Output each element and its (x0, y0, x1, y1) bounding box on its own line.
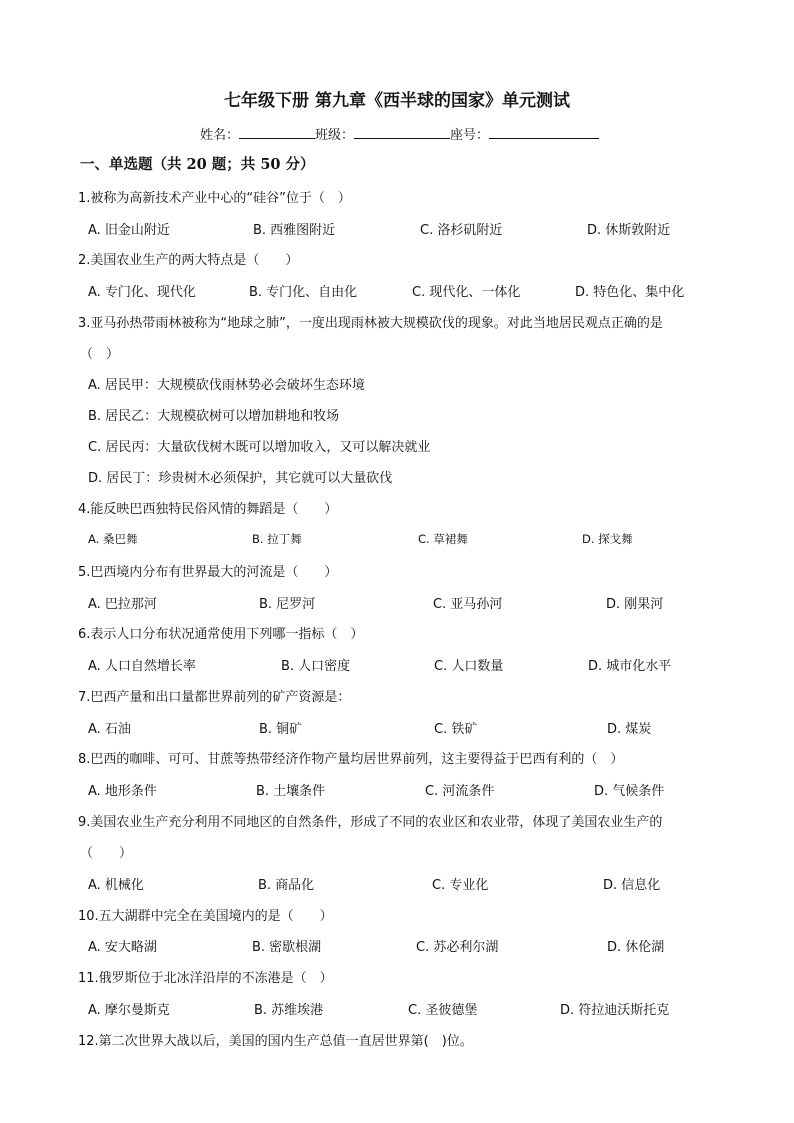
q8-option-a[interactable]: A. 地形条件 (88, 784, 157, 799)
q1-option-b[interactable]: B. 西雅图附近 (253, 223, 336, 238)
seat-blank[interactable] (489, 126, 599, 139)
q2-option-a[interactable]: A. 专门化、现代化 (88, 285, 196, 300)
q8-option-d[interactable]: D. 气候条件 (594, 784, 665, 799)
q5-option-c[interactable]: C. 亚马孙河 (433, 597, 503, 612)
q1-option-a[interactable]: A. 旧金山附近 (88, 223, 170, 238)
question-3-continuation: （ ） (80, 347, 120, 362)
q6-option-c[interactable]: C. 人口数量 (434, 659, 504, 674)
question-12: 12.第二次世界大战以后，美国的国内生产总值一直居世界第( )位。 (78, 1034, 473, 1049)
class-label: 班级： (315, 128, 355, 143)
q6-option-a[interactable]: A. 人口自然增长率 (88, 659, 196, 674)
q3-option-a[interactable]: A. 居民甲：大规模砍伐雨林势必会破坏生态环境 (88, 378, 365, 393)
q3-option-d[interactable]: D. 居民丁：珍贵树木必须保护，其它就可以大量砍伐 (88, 471, 393, 486)
q5-option-a[interactable]: A. 巴拉那河 (88, 597, 157, 612)
question-10: 10.五大湖群中完全在美国境内的是（ ） (78, 909, 333, 924)
q6-option-b[interactable]: B. 人口密度 (281, 659, 351, 674)
q2-option-c[interactable]: C. 现代化、一体化 (412, 285, 521, 300)
question-6: 6.表示人口分布状况通常使用下列哪一指标（ ） (78, 627, 364, 642)
q2-option-b[interactable]: B. 专门化、自由化 (249, 285, 358, 300)
question-11: 11.俄罗斯位于北冰洋沿岸的不冻港是（ ） (78, 971, 333, 986)
q1-option-d[interactable]: D. 休斯敦附近 (587, 223, 671, 238)
page-title: 七年级下册 第九章《西半球的国家》单元测试 (224, 91, 570, 111)
q11-option-d[interactable]: D. 符拉迪沃斯托克 (560, 1003, 670, 1018)
q6-option-d[interactable]: D. 城市化水平 (588, 659, 672, 674)
q9-option-a[interactable]: A. 机械化 (88, 878, 144, 893)
q10-option-b[interactable]: B. 密歇根湖 (252, 940, 322, 955)
q4-option-d[interactable]: D. 探戈舞 (582, 532, 633, 546)
question-9: 9.美国农业生产充分利用不同地区的自然条件，形成了不同的农业区和农业带，体现了美国农业生产的 (78, 815, 663, 830)
question-7: 7.巴西产量和出口量都世界前列的矿产资源是： (78, 690, 351, 705)
q7-option-a[interactable]: A. 石油 (88, 722, 131, 737)
q3-option-b[interactable]: B. 居民乙：大规模砍树可以增加耕地和牧场 (88, 409, 340, 424)
q8-option-c[interactable]: C. 河流条件 (425, 784, 495, 799)
q9-option-b[interactable]: B. 商品化 (258, 878, 315, 893)
q4-option-b[interactable]: B. 拉丁舞 (252, 532, 302, 546)
name-label: 姓名： (200, 128, 240, 143)
q1-option-c[interactable]: C. 洛杉矶附近 (420, 223, 503, 238)
question-1: 1.被称为高新技术产业中心的“硅谷”位于（ ） (78, 191, 351, 206)
question-9-continuation: （ ） (80, 846, 133, 861)
q11-option-c[interactable]: C. 圣彼德堡 (408, 1003, 478, 1018)
question-4: 4.能反映巴西独特民俗风情的舞蹈是（ ） (78, 502, 338, 517)
section-title: 一、单选题（共 20 题；共 50 分） (80, 156, 315, 173)
q7-option-c[interactable]: C. 铁矿 (434, 722, 478, 737)
q10-option-d[interactable]: D. 休伦湖 (607, 940, 665, 955)
q11-option-a[interactable]: A. 摩尔曼斯克 (88, 1003, 170, 1018)
question-3: 3.亚马孙热带雨林被称为“地球之肺”，一度出现雨林被大规模砍伐的现象。对此当地居民观点正确的是 (78, 316, 663, 331)
seat-label: 座号： (450, 128, 490, 143)
q3-option-c[interactable]: C. 居民丙：大量砍伐树木既可以增加收入，又可以解决就业 (88, 440, 431, 455)
q5-option-b[interactable]: B. 尼罗河 (259, 597, 316, 612)
student-info (200, 124, 599, 143)
q10-option-c[interactable]: C. 苏必利尔湖 (416, 940, 499, 955)
q5-option-d[interactable]: D. 刚果河 (606, 597, 664, 612)
q8-option-b[interactable]: B. 土壤条件 (256, 784, 326, 799)
q11-option-b[interactable]: B. 苏维埃港 (254, 1003, 324, 1018)
name-blank[interactable] (239, 126, 315, 139)
q2-option-d[interactable]: D. 特色化、集中化 (575, 285, 685, 300)
q7-option-b[interactable]: B. 铜矿 (259, 722, 303, 737)
q9-option-d[interactable]: D. 信息化 (603, 878, 661, 893)
q4-option-c[interactable]: C. 草裙舞 (418, 532, 468, 546)
question-8: 8.巴西的咖啡、可可、甘蔗等热带经济作物产量均居世界前列，这主要得益于巴西有利的（ ） (78, 752, 624, 767)
q10-option-a[interactable]: A. 安大略湖 (88, 940, 157, 955)
q9-option-c[interactable]: C. 专业化 (432, 878, 489, 893)
q4-option-a[interactable]: A. 桑巴舞 (88, 532, 138, 546)
question-2: 2.美国农业生产的两大特点是（ ） (78, 253, 299, 268)
question-5: 5.巴西境内分布有世界最大的河流是（ ） (78, 565, 338, 580)
q7-option-d[interactable]: D. 煤炭 (607, 722, 652, 737)
class-blank[interactable] (354, 126, 450, 139)
